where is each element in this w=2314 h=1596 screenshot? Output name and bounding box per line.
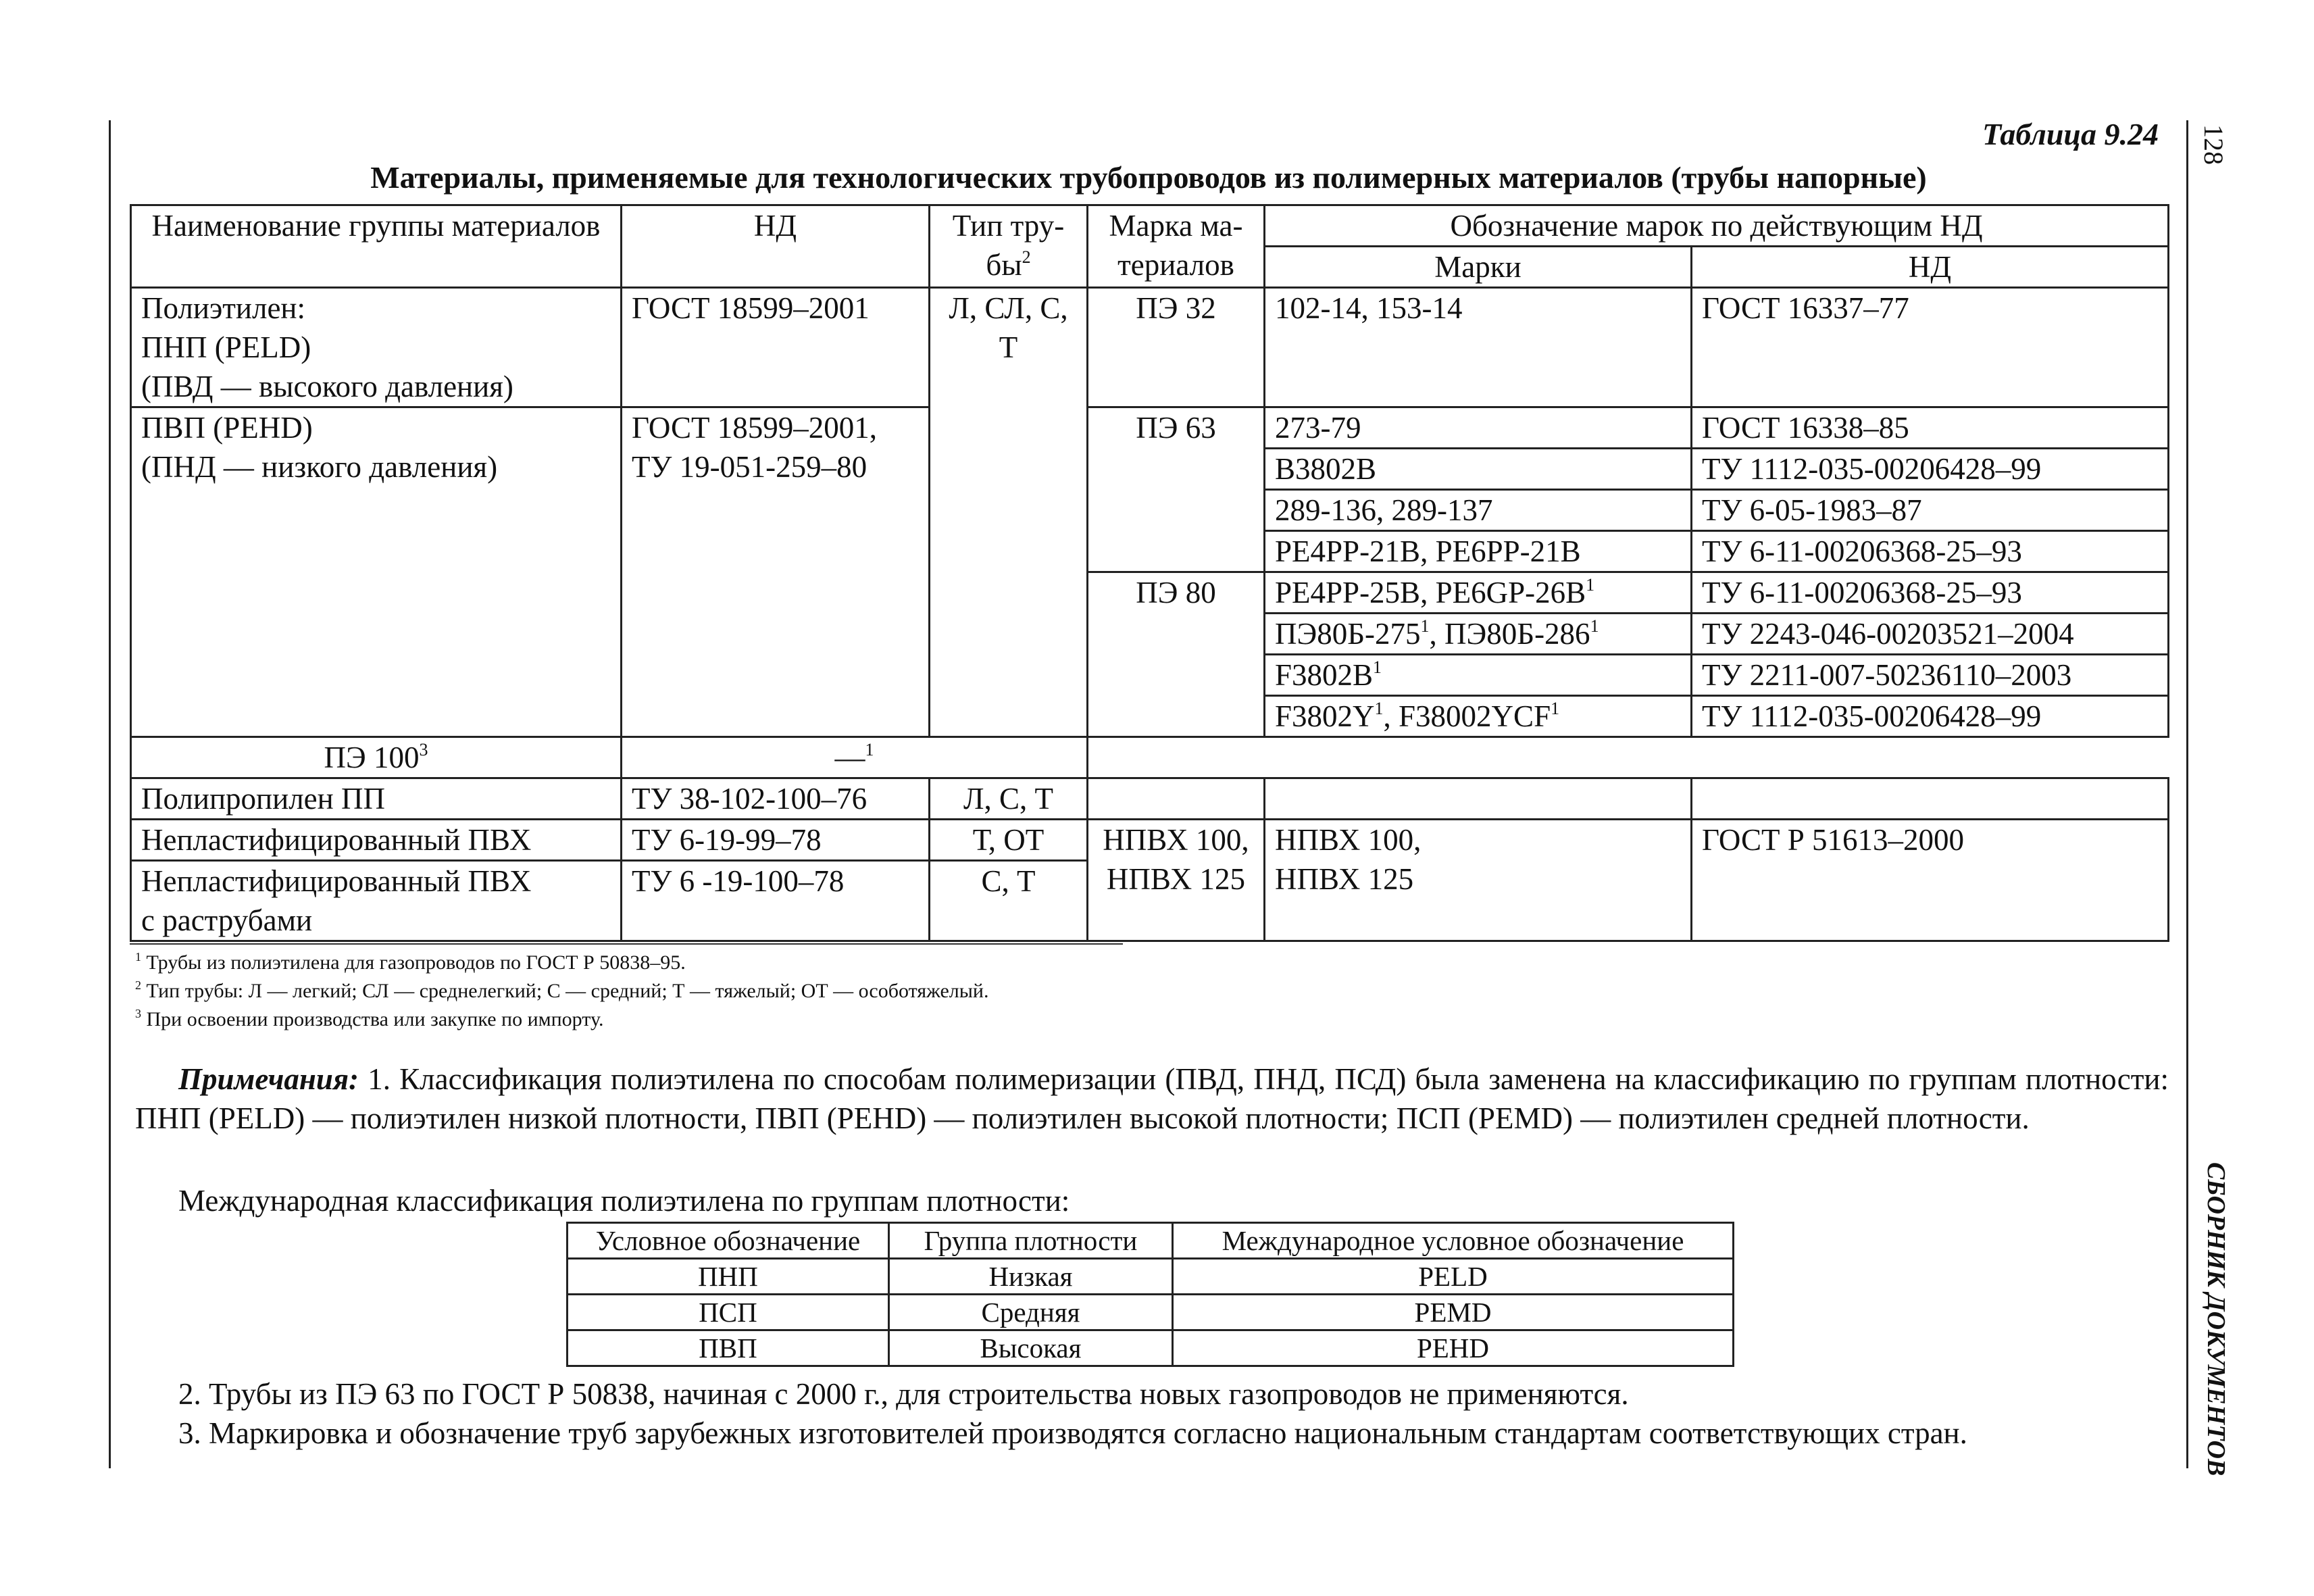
table-row <box>568 1295 1734 1330</box>
footnote-ref: 1 <box>1374 699 1384 718</box>
marks-nd-cell <box>1692 778 2169 820</box>
marks-cell: PE4PP-21B, PE6PP-21B <box>1265 531 1692 572</box>
marks-text: , F38002YCF <box>1383 699 1551 733</box>
grade-cell: ПЭ 32 <box>1088 288 1265 407</box>
group-cell <box>131 288 622 407</box>
header-grades: Марки <box>1265 247 1692 288</box>
grade-line: НПВХ 125 <box>1106 862 1246 896</box>
footnote <box>135 949 686 976</box>
notes-lead: Примечания: <box>178 1062 359 1096</box>
marks-nd-cell: ТУ 6-05-1983–87 <box>1692 490 2169 531</box>
density-cell: Низкая <box>889 1259 1173 1295</box>
group-line: с раструбами <box>141 903 313 937</box>
materials-table <box>130 204 2169 942</box>
table-row <box>568 1330 1734 1366</box>
footnote-ref: 1 <box>865 740 874 759</box>
marks-cell: 102-14, 153-14 <box>1265 288 1692 407</box>
density-cell: Средняя <box>889 1295 1173 1330</box>
nd-line: ТУ 19-051-259–80 <box>632 450 867 484</box>
table-row <box>131 407 2169 449</box>
footnote-ref: 1 <box>1586 575 1595 595</box>
marks-cell: B3802B <box>1265 449 1692 490</box>
table-row <box>131 288 2169 407</box>
footnote-ref: 2 <box>1022 247 1031 267</box>
marks-cell <box>1265 614 1692 655</box>
header-group-name: Наименование группы материалов <box>131 205 622 288</box>
grade-cell <box>1088 820 1265 941</box>
group-line: (ПВД — высокого давления) <box>141 370 513 403</box>
note-2: 2. Трубы из ПЭ 63 по ГОСТ Р 50838, начиная с 2000 г., для строительства новых газопроводов не применяются. <box>178 1377 1629 1411</box>
density-cell: ПНП <box>568 1259 889 1295</box>
grade-text: ПЭ 100 <box>324 741 420 774</box>
marks-cell <box>1265 696 1692 737</box>
marks-nd-cell: ТУ 6-11-00206368-25–93 <box>1692 572 2169 614</box>
notes-paragraph <box>135 1059 2169 1138</box>
marks-line: НПВХ 100, <box>1275 823 1422 857</box>
group-cell: Полипропилен ПП <box>131 778 622 820</box>
table-row <box>131 820 2169 861</box>
header-designation-group: Обозначение марок по действующим НД <box>1265 205 2169 247</box>
marks-cell <box>1265 572 1692 614</box>
marks-nd-cell: ГОСТ 16338–85 <box>1692 407 2169 449</box>
header-nd: НД <box>622 205 930 288</box>
group-line: Непластифицированный ПВХ <box>141 864 532 898</box>
footnote-text: Трубы из полиэтилена для газопроводов по ГОСТ Р 50838–95. <box>146 951 686 974</box>
nd-cell: ТУ 6-19-99–78 <box>622 820 930 861</box>
marks-nd-cell: ТУ 6-11-00206368-25–93 <box>1692 531 2169 572</box>
footnote-number: 1 <box>135 950 141 964</box>
grade-cell: ПЭ 80 <box>1088 572 1265 737</box>
pipe-type-cell: С, Т <box>930 861 1088 941</box>
nd-cell: ТУ 6 -19-100–78 <box>622 861 930 941</box>
footnote-text: Тип трубы: Л — легкий; СЛ — среднелегкий; С — средний; Т — тяжелый; ОТ — особотяжелый. <box>146 980 989 1002</box>
right-margin-rule <box>2186 120 2188 1468</box>
footnote-ref: 3 <box>419 740 428 759</box>
footnote <box>135 978 988 1005</box>
grade-cell <box>1088 778 1265 820</box>
marks-merged-cell <box>622 737 1088 778</box>
marks-cell: 289-136, 289-137 <box>1265 490 1692 531</box>
density-cell: PEHD <box>1173 1330 1734 1366</box>
grade-cell: ПЭ 63 <box>1088 407 1265 572</box>
marks-text: PE4PP-25B, PE6GP-26B <box>1275 576 1586 609</box>
group-line: (ПНД — низкого давления) <box>141 450 498 484</box>
nd-cell: ТУ 38-102-100–76 <box>622 778 930 820</box>
footnote-text: При освоении производства или закупке по импорту. <box>146 1008 604 1030</box>
marks-nd-cell: ГОСТ Р 51613–2000 <box>1692 820 2169 941</box>
nd-line: ГОСТ 18599–2001, <box>632 411 877 445</box>
table-row <box>568 1259 1734 1295</box>
note-3: 3. Маркировка и обозначение труб зарубежных изготовителей производятся согласно национальным стандартам соответствующих стран. <box>178 1416 1967 1450</box>
group-cell <box>131 407 622 737</box>
marks-cell <box>1265 655 1692 696</box>
density-header: Международное условное обозначение <box>1173 1223 1734 1259</box>
density-cell: PEMD <box>1173 1295 1734 1330</box>
marks-nd-cell: ТУ 1112-035-00206428–99 <box>1692 449 2169 490</box>
marks-cell <box>1265 820 1692 941</box>
header-grades-nd: НД <box>1692 247 2169 288</box>
marks-nd-cell: ТУ 2243-046-00203521–2004 <box>1692 614 2169 655</box>
density-cell: ПВП <box>568 1330 889 1366</box>
group-cell: Непластифицированный ПВХ <box>131 820 622 861</box>
marks-line: НПВХ 125 <box>1275 862 1414 896</box>
marks-text: ПЭ80Б-275 <box>1275 617 1421 651</box>
group-line: ПВП (PEHD) <box>141 411 313 445</box>
density-cell: PELD <box>1173 1259 1734 1295</box>
footnote-ref: 1 <box>1551 699 1560 718</box>
footnote <box>135 1006 603 1033</box>
density-cell: ПСП <box>568 1295 889 1330</box>
grade-line: НПВХ 100, <box>1103 823 1249 857</box>
density-header: Условное обозначение <box>568 1223 889 1259</box>
intl-classification-intro: Международная классификация полиэтилена по группам плотности: <box>178 1184 1070 1218</box>
nd-cell <box>622 407 930 737</box>
marks-text: F3802Y <box>1275 699 1375 733</box>
footnote-number: 3 <box>135 1007 141 1020</box>
page-number: 128 <box>2198 124 2229 165</box>
marks-nd-cell: ГОСТ 16337–77 <box>1692 288 2169 407</box>
footnote-ref: 1 <box>1590 616 1599 636</box>
footnote-ref: 1 <box>1420 616 1430 636</box>
left-margin-rule <box>109 120 111 1468</box>
header-pipe-type-text: Тип тру- бы <box>952 209 1065 282</box>
footnote-divider <box>130 943 1123 945</box>
grade-cell <box>131 737 622 778</box>
marks-text: F3802B <box>1275 658 1374 692</box>
nd-cell: ГОСТ 18599–2001 <box>622 288 930 407</box>
marks-text: , ПЭ80Б-286 <box>1429 617 1590 651</box>
footnote-number: 2 <box>135 978 141 992</box>
density-table <box>566 1222 1734 1367</box>
marks-cell <box>1265 778 1692 820</box>
marks-nd-cell: ТУ 2211-007-50236110–2003 <box>1692 655 2169 696</box>
table-label: Таблица 9.24 <box>1982 117 2159 151</box>
header-material-grade: Марка ма- териалов <box>1088 205 1265 288</box>
marks-cell: 273-79 <box>1265 407 1692 449</box>
footnote-ref: 1 <box>1373 657 1382 677</box>
table-row <box>131 737 2169 778</box>
group-line: ПНП (PELD) <box>141 330 311 364</box>
pipe-type-cell: Т, ОТ <box>930 820 1088 861</box>
pipe-type-cell: Л, С, Т <box>930 778 1088 820</box>
group-cell <box>131 861 622 941</box>
table-row <box>131 778 2169 820</box>
density-header: Группа плотности <box>889 1223 1173 1259</box>
marks-nd-cell: ТУ 1112-035-00206428–99 <box>1692 696 2169 737</box>
collection-side-label: СБОРНИК ДОКУМЕНТОВ <box>2202 1162 2230 1476</box>
dash-value: — <box>834 741 865 774</box>
note-1-text: 1. Классификация полиэтилена по способам полимеризации (ПВД, ПНД, ПСД) была заменена на классификацию по группам плотности: ПНП (PELD) — полиэтилен низкой плотности, ПВП (PEHD) — полиэтилен высокой плотности; ПСП (PEMD) — полиэтилен средней плотности. <box>135 1062 2169 1135</box>
pipe-type-cell: Л, СЛ, С, Т <box>930 288 1088 737</box>
density-cell: Высокая <box>889 1330 1173 1366</box>
header-pipe-type <box>930 205 1088 288</box>
group-line: Полиэтилен: <box>141 291 306 325</box>
table-title: Материалы, применяемые для технологических трубопроводов из полимерных материалов (трубы напорные) <box>370 160 1927 195</box>
